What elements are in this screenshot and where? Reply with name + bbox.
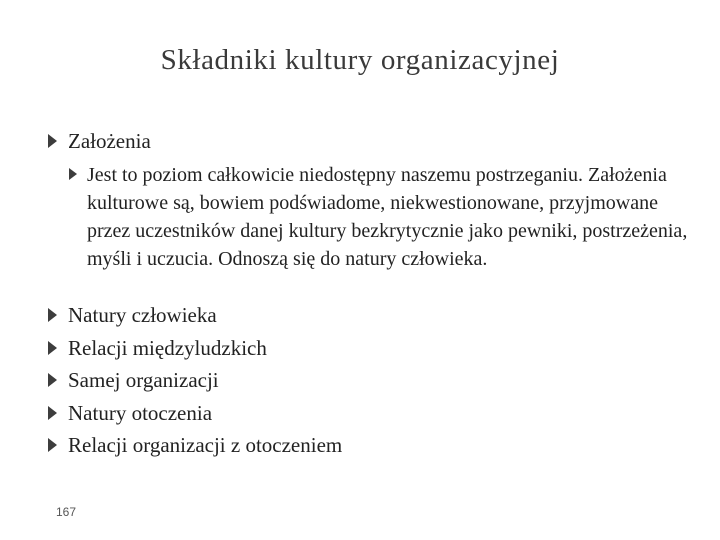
sub-bullet-text: Jest to poziom całkowicie niedostępny naszemu postrzeganiu. Założenia kulturowe są, bowiem podświadome, niekwestionowane, przyjmowane przez uczestników danej kultury bezkrytycznie jako pewniki, postrzeżenia, myśli i uczucia. Odnoszą się do natury człowieka. (87, 164, 688, 270)
triangle-right-icon (48, 438, 57, 452)
bullet-item (48, 335, 267, 361)
triangle-right-icon (69, 168, 77, 180)
triangle-right-icon (48, 134, 57, 148)
triangle-right-icon (48, 341, 57, 355)
bullet-text: Natury otoczenia (68, 401, 213, 425)
triangle-right-icon (48, 308, 57, 322)
bullet-item (48, 432, 342, 458)
bullet-item (48, 367, 219, 393)
bullet-text: Relacji organizacji z otoczeniem (68, 433, 343, 457)
bullet-text: Samej organizacji (68, 368, 219, 392)
bullet-item (48, 302, 217, 328)
triangle-right-icon (48, 406, 57, 420)
page-number: 167 (56, 505, 77, 519)
bullet-item (48, 128, 151, 154)
triangle-right-icon (48, 373, 57, 387)
bullet-text: Relacji międzyludzkich (68, 336, 267, 360)
bullet-text: Założenia (68, 129, 151, 153)
bullet-item (48, 400, 212, 426)
bullet-text: Natury człowieka (68, 303, 217, 327)
slide-title: Składniki kultury organizacyjnej (160, 44, 560, 76)
sub-bullet-item (69, 161, 699, 273)
